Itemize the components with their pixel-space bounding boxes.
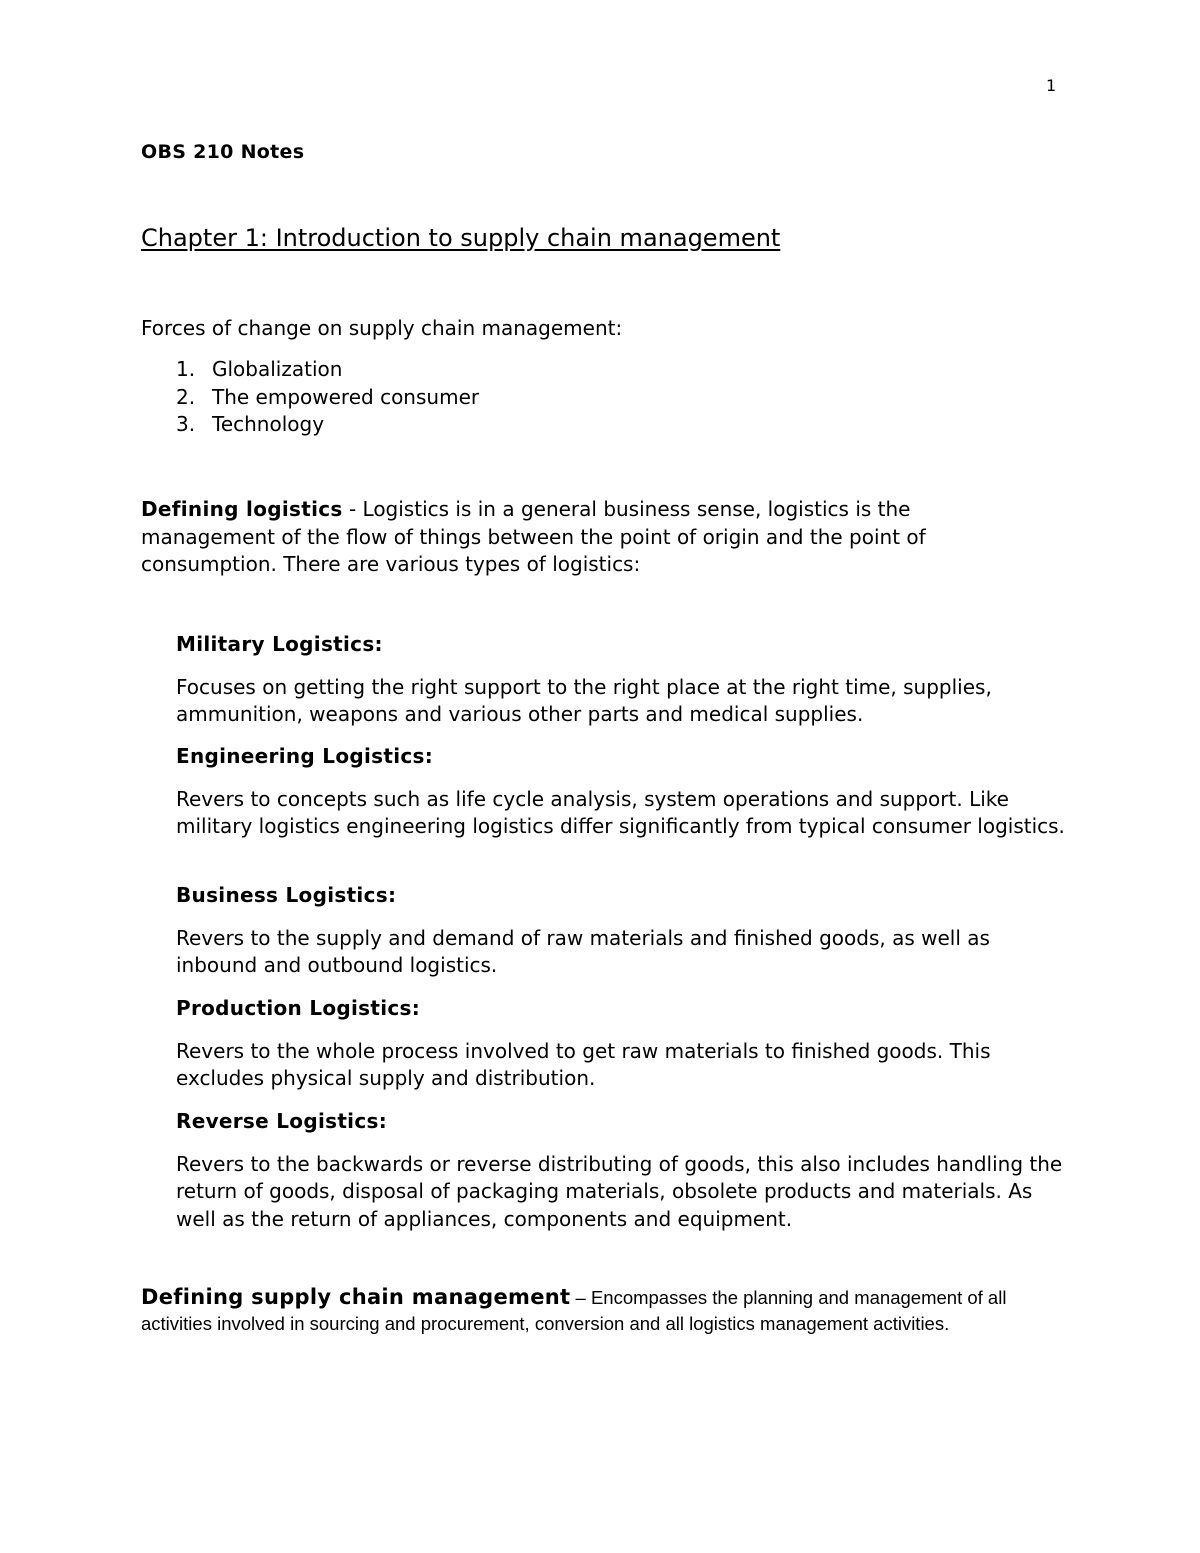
chapter-heading: Chapter 1: Introduction to supply chain management <box>141 224 781 252</box>
document-title: OBS 210 Notes <box>141 141 305 163</box>
list-item-text: Globalization <box>212 357 343 381</box>
defining-scm-dash: – <box>570 1287 591 1308</box>
list-number: 2. <box>176 384 196 409</box>
defining-scm-paragraph <box>141 1285 1061 1337</box>
forces-intro: Forces of change on supply chain management: <box>141 316 623 340</box>
defining-logistics-term: Defining logistics <box>141 497 343 521</box>
defining-logistics-dash: - <box>342 497 363 521</box>
logistics-type-heading: Engineering Logistics: <box>176 744 434 768</box>
list-number: 3. <box>176 412 196 436</box>
logistics-type-description: Revers to concepts such as life cycle analysis, system operations and support. Like military logistics engineering logistics differ significantly from typical consumer logistics. <box>176 786 1065 838</box>
logistics-type-description: Focuses on getting the right support to the right place at the right time, supplies, ammunition, weapons and various other parts and medical supplies. <box>176 674 992 726</box>
defining-scm-text: Encompasses the planning and management of all activities involved in sourcing and procurement, conversion and all logistics management activities. <box>141 1287 1007 1334</box>
defining-logistics-text: Logistics is in a general business sense, logistics is the management of the flow of things between the point of origin and the point of consumption. There are various types of logistics: <box>141 497 926 576</box>
logistics-type-heading: Reverse Logistics: <box>176 1109 387 1133</box>
defining-logistics-paragraph <box>141 496 1041 579</box>
list-item-text: The empowered consumer <box>212 384 480 409</box>
logistics-type-description: Revers to the supply and demand of raw materials and finished goods, as well as inbound and outbound logistics. <box>176 925 990 977</box>
logistics-type-description: Revers to the backwards or reverse distributing of goods, this also includes handling the return of goods, disposal of packaging materials, obsolete products and materials. As well as the return of appliances, components and equipment. <box>176 1151 1063 1231</box>
logistics-type-description: Revers to the whole process involved to get raw materials to finished goods. This excludes physical supply and distribution. <box>176 1038 991 1090</box>
list-item-text: Technology <box>212 412 325 436</box>
defining-scm-term: Defining supply chain management <box>141 1285 571 1309</box>
business-logistics-section <box>176 882 1071 980</box>
reverse-logistics-section <box>176 1108 1071 1233</box>
list-number: 1. <box>176 357 196 381</box>
military-logistics-section <box>176 631 1071 729</box>
logistics-type-heading: Military Logistics: <box>176 632 383 656</box>
production-logistics-section <box>176 995 1071 1093</box>
logistics-type-heading: Production Logistics: <box>176 996 421 1020</box>
logistics-type-heading: Business Logistics: <box>176 883 397 907</box>
engineering-logistics-section <box>176 743 1071 841</box>
page-number: 1 <box>1046 76 1057 95</box>
